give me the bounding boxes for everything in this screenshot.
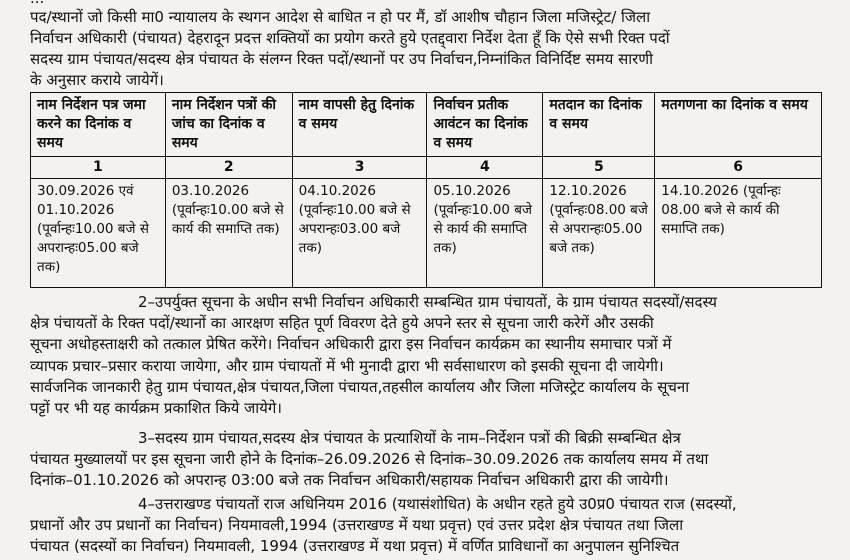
table-number-row (31, 157, 822, 179)
paragraph-2-line: व्यापक प्रचार–प्रसार कराया जायेगा, और ग्राम पंचायतों में भी मुनादी द्वारा भी सर्वसाधारण को इसकी सूचना दी जायेगी। (30, 357, 664, 375)
schedule-cell: 03.10.2026 (पूर्वान्हः10.00 बजे से कार्य की समाप्ति तक) (165, 179, 292, 288)
paragraph-4-line: पंचायत (सदस्यों का निर्वाचन) नियमावली, 1994 (उत्तराखण्ड में यथा प्रवृत्त) में वर्णित प्राविधानों का अनुपालन सुनिश्चित (30, 537, 680, 555)
election-schedule-table (30, 92, 822, 288)
column-number: 3 (292, 157, 427, 179)
paragraph-2-line: क्षेत्र पंचायतों के रिक्त पदों/स्थानों का आरक्षण सहित पूर्ण विवरण देते हुये अपने स्तर से सूचना जारी करेगें और उसकी (30, 314, 654, 332)
paragraph-2-line: सार्वजनिक जानकारी हेतु ग्राम पंचायत,क्षेत्र पंचायत,जिला पंचायत,तहसील कार्यालय और जिला मजिस्ट्रेट कार्यालय के सूचना (30, 378, 690, 396)
column-number: 6 (655, 157, 822, 179)
paragraph-3-line: दिनांक–01.10.2026 को अपरान्ह 03:00 बजे तक निर्वाचन अधिकारी/सहायक निर्वाचन अधिकारी द्वारा की जायेगी। (30, 471, 669, 489)
header-cell: निर्वाचन प्रतीक आवंटन का दिनांक व समय (427, 93, 543, 157)
paragraph-3-line: पंचायत मुख्यालयों पर इस सूचना जारी होने के दिनांक–26.09.2026 से दिनांक–30.09.2026 तक कार्यालय समय में तथा (30, 450, 709, 468)
schedule-cell: 30.09.2026 एवं 01.10.2026 (पूर्वान्हः10.00 बजे से अपरान्हः05.00 बजे तक) (31, 179, 166, 288)
paragraph-4-line: प्रधानों और उप प्रधानों का निर्वाचन) नियमावली,1994 (उत्तराखण्ड में यथा प्रवृत्त) एवं उत्तर प्रदेश क्षेत्र पंचायत तथा जिला (30, 516, 684, 534)
column-number: 5 (543, 157, 655, 179)
table-header-row (31, 93, 822, 157)
header-cell: नाम निर्देशन पत्र जमा करने का दिनांक व समय (31, 93, 166, 157)
paragraph-3-line: 3–सदस्य ग्राम पंचायत,सदस्य क्षेत्र पंचायत के प्रत्याशियों के नाम–निर्देशन पत्रों की बिक्री सम्बन्धित क्षेत्र (138, 429, 681, 447)
paragraph-2-line: 2–उपर्युक्त सूचना के अधीन सभी निर्वाचन अधिकारी सम्बन्धित ग्राम पंचायतों, के ग्राम पंचायत सदस्यों/सदस्य (138, 293, 717, 311)
column-number: 1 (31, 157, 166, 179)
schedule-cell: 12.10.2026 (पूर्वान्हः08.00 बजे से अपरान्हः05.00 बजे तक) (543, 179, 655, 288)
intro-line: पद/स्थानों जो किसी मा0 न्यायालय के स्थगन आदेश से बाधित न हो पर मैं, डॉ आशीष चौहान जिला मजिस्ट्रेट/ जिला (30, 8, 651, 26)
schedule-cell: 04.10.2026 (पूर्वान्हः10.00 बजे से अपरान्हः03.00 बजे तक) (292, 179, 427, 288)
header-cell: मतगणना का दिनांक व समय (655, 93, 822, 157)
header-cell: मतदान का दिनांक व समय (543, 93, 655, 157)
paragraph-2-line: सूचना अधोहस्ताक्षरी को तत्काल प्रेषित करेंगे। निर्वाचन अधिकारी द्वारा इस निर्वाचन कार्यक्रम का स्थानीय समाचार पत्रों में (30, 335, 672, 353)
column-number: 4 (427, 157, 543, 179)
paragraph-2-line: पट्टों पर भी यह कार्यक्रम प्रकाशित किये जायेगे। (30, 399, 282, 417)
schedule-cell: 05.10.2026 (पूर्वान्हः10.00 बजे से कार्य की समाप्ति तक) (427, 179, 543, 288)
header-cell: नाम निर्देशन पत्रों की जांच का दिनांक व समय (165, 93, 292, 157)
intro-line: के अनुसार कराये जायेगें। (30, 71, 164, 89)
paragraph-4-line: 4–उत्तराखण्ड पंचायतों राज अधिनियम 2016 (यथासंशोधित) के अधीन रहते हुये उ0प्र0 पंचायत राज (सदस्यों, (138, 495, 737, 513)
intro-line: सदस्य ग्राम पंचायत/सदस्य क्षेत्र पंचायत के संलग्न रिक्त पदों/स्थानों पर उप निर्वाचन,निम्नांकित विनिर्दिष्ट समय सारणी (30, 50, 654, 68)
table-row (31, 179, 822, 288)
schedule-cell: 14.10.2026 (पूर्वान्हः 08.00 बजे से कार्य की समाप्ति तक) (655, 179, 822, 288)
column-number: 2 (165, 157, 292, 179)
header-cell: नाम वापसी हेतु दिनांक व समय (292, 93, 427, 157)
intro-line: निर्वाचन अधिकारी (पंचायत) देहरादून प्रदत्त शक्तियों का प्रयोग करते हुये एतद्द्वारा निर्देश देता हूँ कि ऐसे सभी रिक्त पदों (30, 29, 670, 47)
